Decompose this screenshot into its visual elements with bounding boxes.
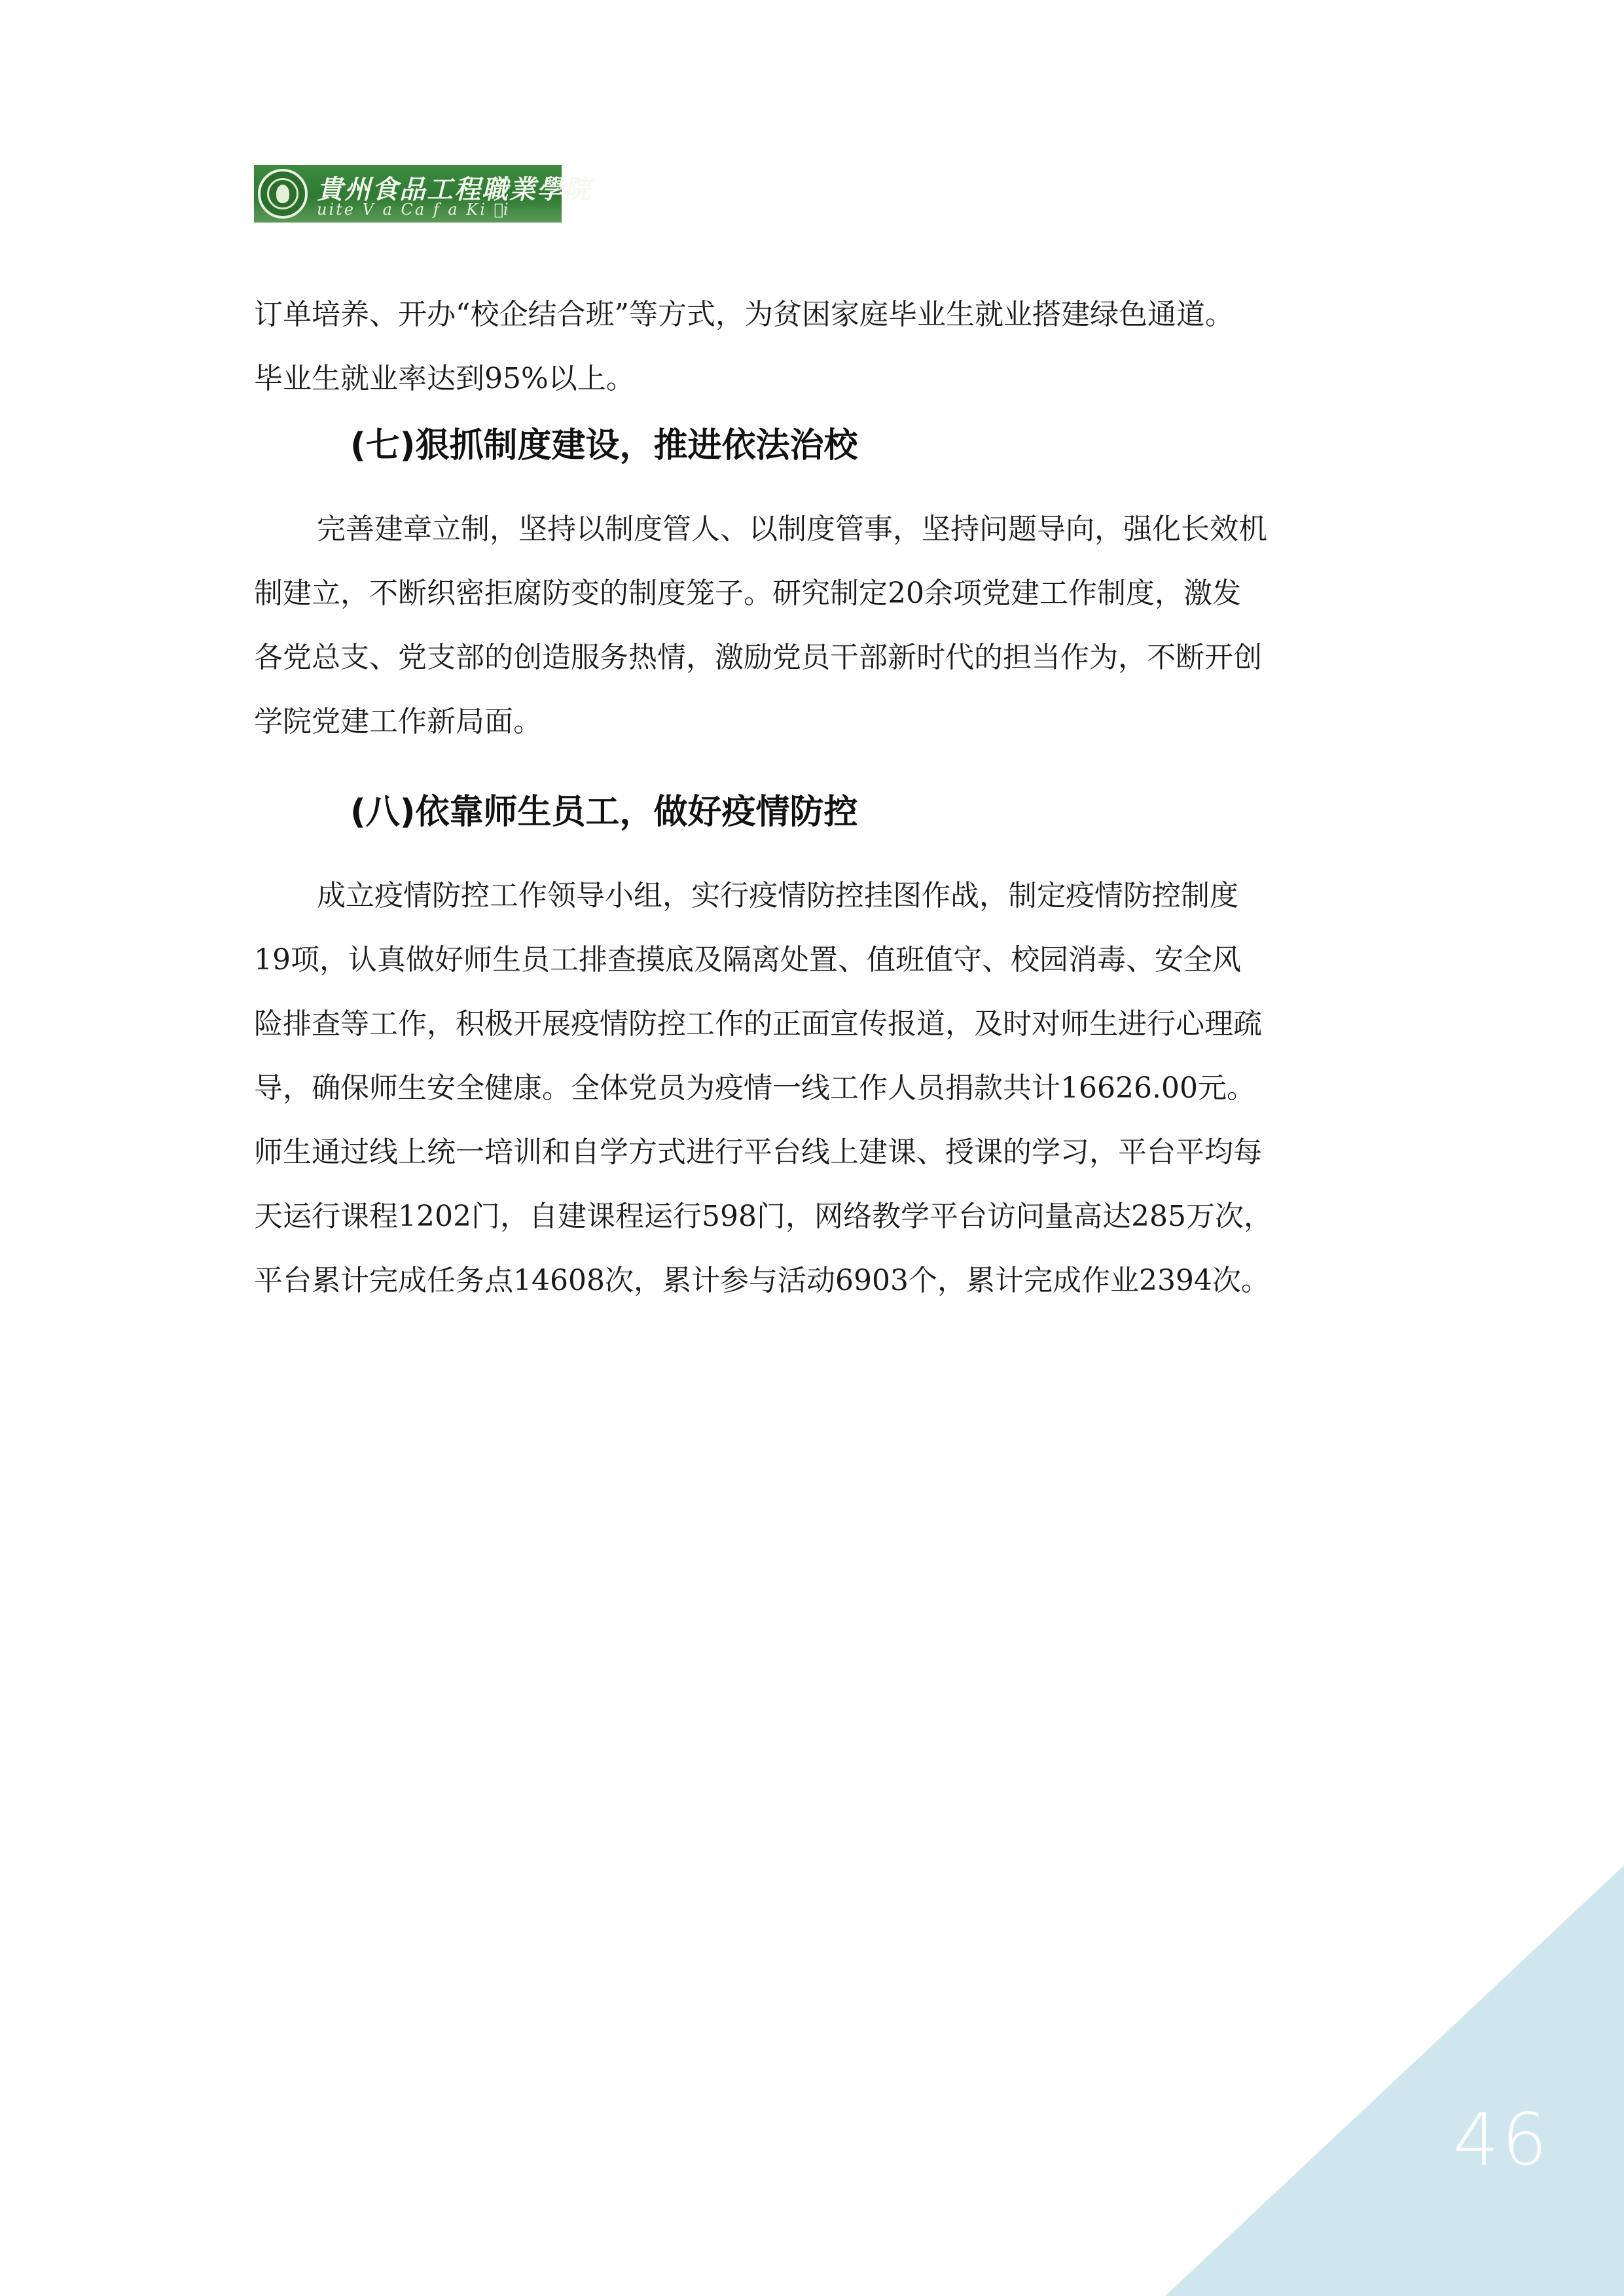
text-line: 险排查等工作，积极开展疫情防控工作的正面宣传报道，及时对师生进行心理疏 xyxy=(254,1007,1262,1041)
section-8-heading: (八)依靠师生员工，做好疫情防控 xyxy=(350,793,858,832)
section-7-heading: (七)狠抓制度建设，推进依法治校 xyxy=(350,426,858,465)
text-line: 毕业生就业率达到95%以上。 xyxy=(254,362,635,395)
school-logo-banner xyxy=(254,165,592,223)
text-line: 各党总支、党支部的创造服务热情，激励党员干部新时代的担当作为，不断开创 xyxy=(254,641,1262,674)
intro-paragraph xyxy=(254,283,1380,411)
text-line: 导，确保师生安全健康。全体党员为疫情一线工作人员捐款共计16626.00元。 xyxy=(254,1071,1255,1105)
section-8-paragraph xyxy=(254,864,1380,1313)
text-line: 师生通过线上统一培训和自学方式进行平台线上建课、授课的学习，平台平均每 xyxy=(254,1136,1262,1169)
section-7-paragraph xyxy=(254,497,1380,754)
page-number: 46 xyxy=(1453,2098,1550,2181)
text-line: 19项，认真做好师生员工排查摸底及隔离处置、值班值守、校园消毒、安全风 xyxy=(254,943,1241,977)
logo-english-name: uite V a Ca f a Ki ⁣⃠i xyxy=(317,200,511,219)
text-line: 制建立，不断织密拒腐防变的制度笼子。研究制定20余项党建工作制度，激发 xyxy=(254,577,1241,610)
text-line: 完善建章立制，坚持以制度管人、以制度管事，坚持问题导向，强化长效机 xyxy=(317,512,1267,546)
corner-triangle xyxy=(1165,1865,1624,2296)
school-emblem-icon xyxy=(258,169,308,219)
text-line: 学院党建工作新局面。 xyxy=(254,705,542,738)
logo-chinese-name: 貴州食品工程職業學院 xyxy=(317,174,592,205)
corner-triangle-decoration xyxy=(1165,1865,1624,2296)
text-line: 天运行课程1202门，自建课程运行598门，网络教学平台访问量高达285万次， xyxy=(254,1200,1272,1233)
text-line: 平台累计完成任务点14608次，累计参与活动6903个，累计完成作业2394次。 xyxy=(254,1264,1270,1297)
text-line: 成立疫情防控工作领导小组，实行疫情防控挂图作战，制定疫情防控制度 xyxy=(317,879,1238,912)
text-line: 订单培养、开办“校企结合班”等方式，为贫困家庭毕业生就业搭建绿色通道。 xyxy=(254,298,1234,331)
